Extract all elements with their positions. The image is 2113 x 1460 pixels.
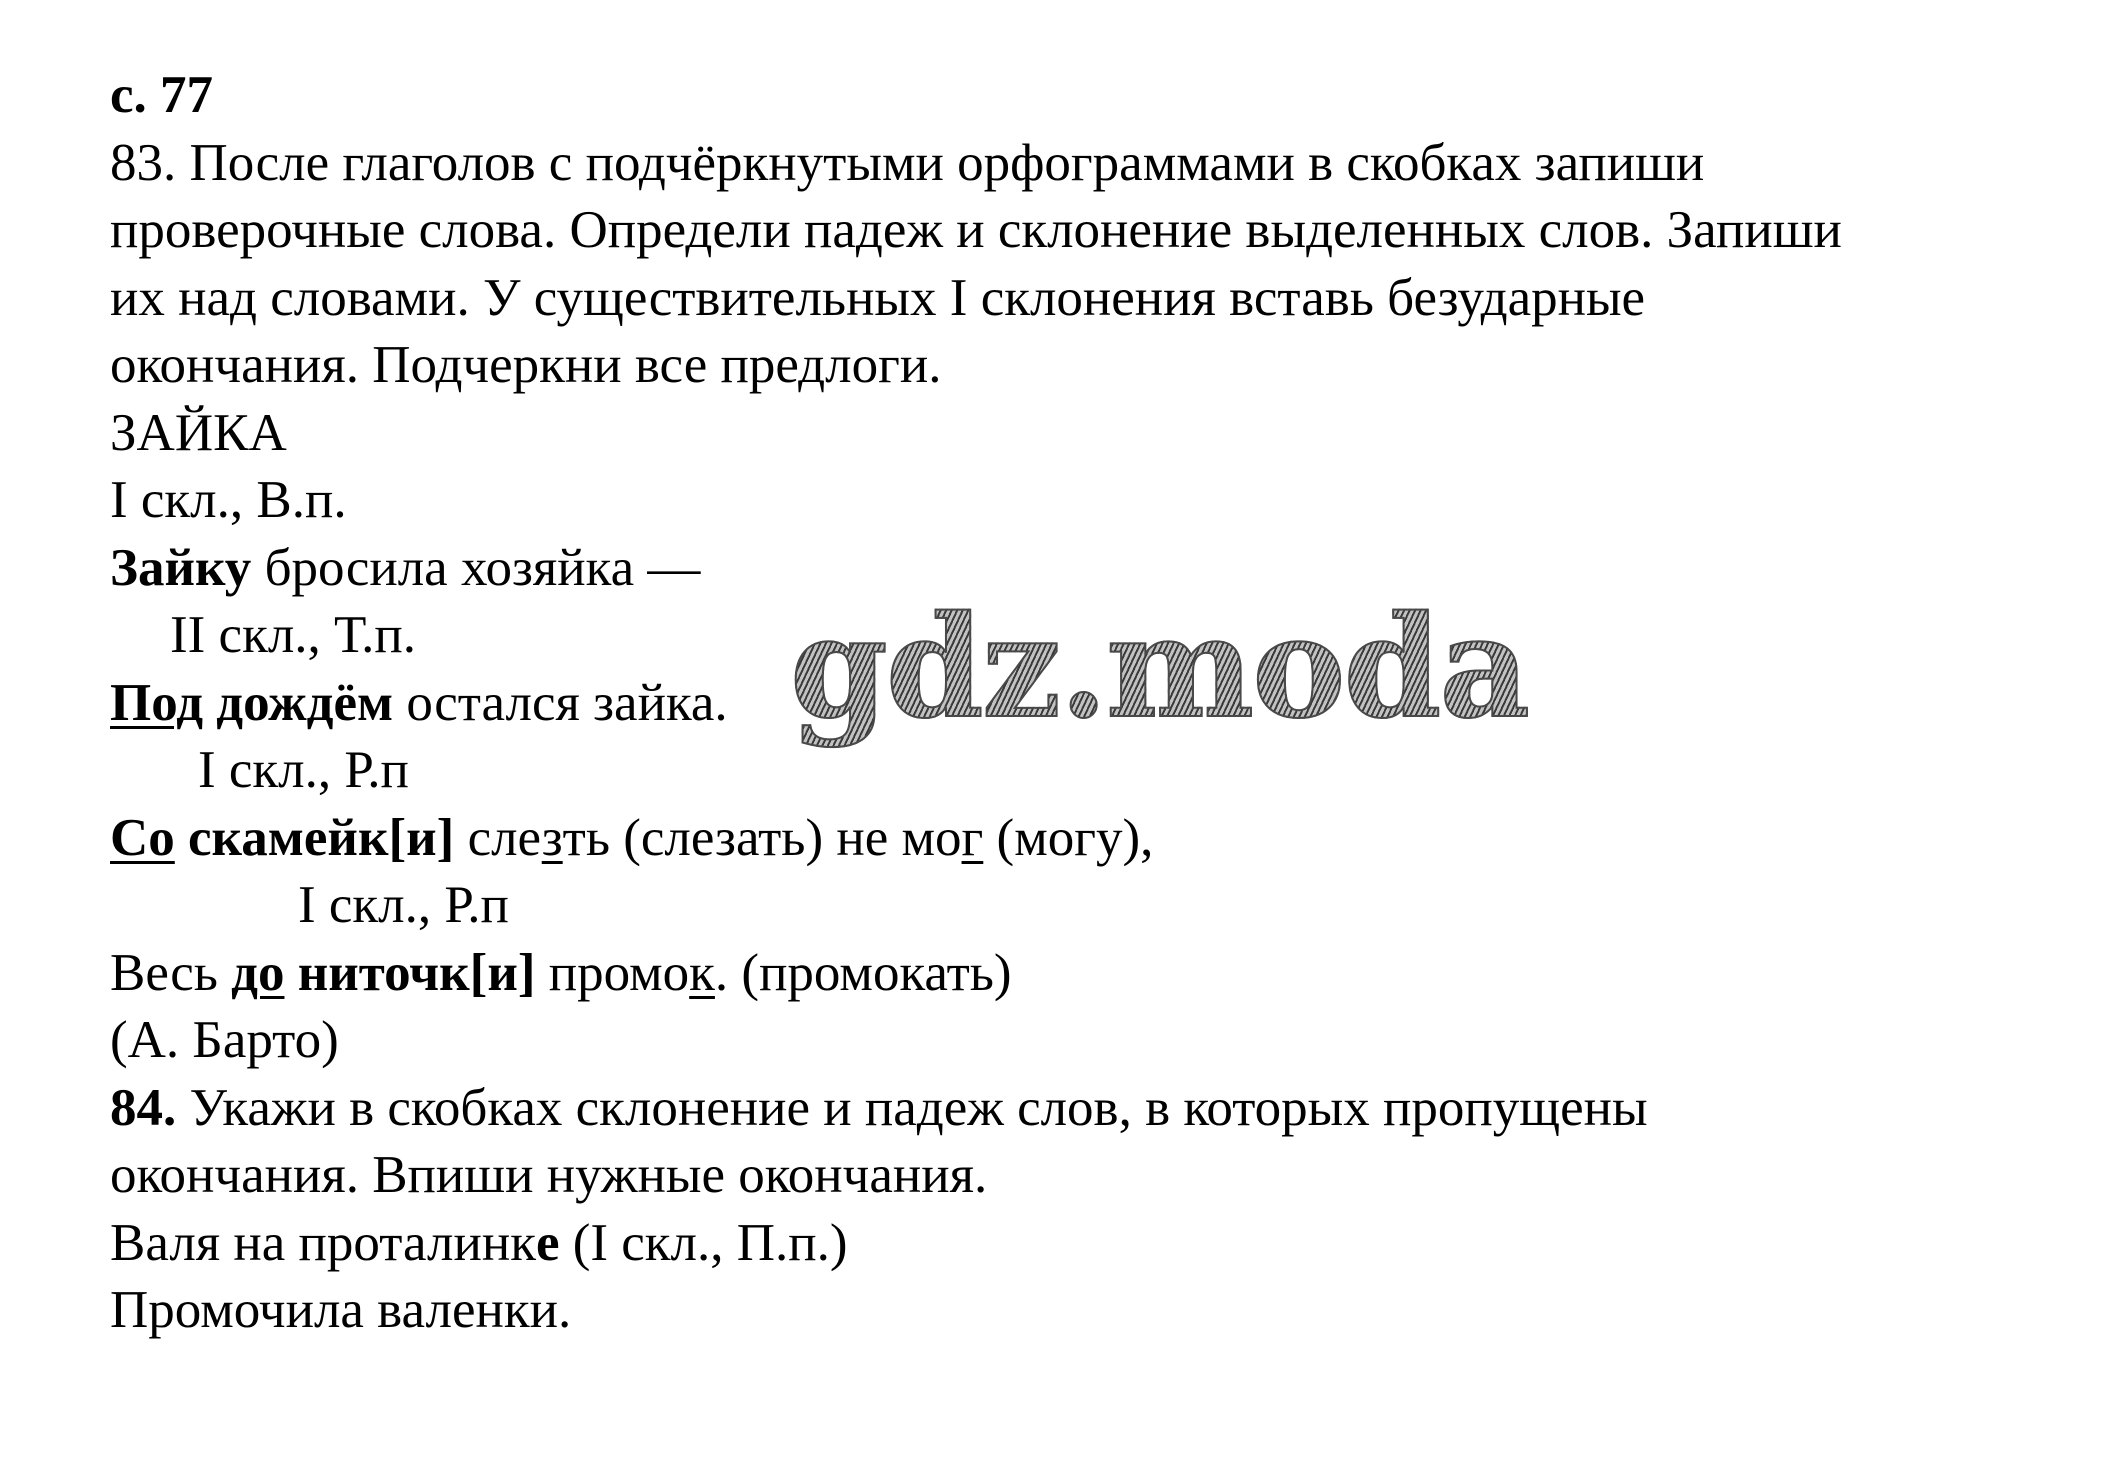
exercise-83-line-2: проверочные слова. Определи падеж и склонение выделенных слов. Запиши [110, 201, 1842, 259]
exercise-84-row-2: Промочила валенки. [110, 1281, 572, 1339]
exercise-83-line-1: 83. После глаголов с подчёркнутыми орфограммами в скобках запиши [110, 133, 1705, 192]
watermark-logo: gdz.moda [790, 586, 1529, 750]
preposition: Под [110, 673, 204, 732]
poem-title: ЗАЙКА [110, 403, 287, 462]
highlighted-word: дождём [216, 673, 394, 732]
annotation-3: I скл., Р.п [198, 741, 409, 799]
page-number: с. 77 [110, 66, 214, 124]
poem-line-3: Со скамейк[и] слезть (слезать) не мог (могу), [110, 808, 1154, 867]
poem-text: бросила хозяйка — [251, 538, 701, 597]
annotation-1: I скл., В.п. [110, 471, 347, 529]
poem-author: (А. Барто) [110, 1011, 339, 1069]
annotation-2: II скл., Т.п. [170, 606, 416, 664]
highlighted-word: Зайку [110, 538, 252, 597]
highlighted-word: ниточк[и] [297, 943, 536, 1002]
preposition: Со [110, 808, 175, 867]
underlined-letter: к [689, 943, 715, 1002]
exercise-number: 84. [110, 1078, 177, 1137]
preposition: до [231, 943, 285, 1002]
annotation-4: I скл., Р.п [298, 876, 509, 934]
exercise-84-row-1: Валя на проталинке (I скл., П.п.) [110, 1213, 848, 1272]
underlined-letter: з [541, 808, 563, 867]
inserted-ending: е [535, 1213, 560, 1272]
exercise-83-line-4: окончания. Подчеркни все предлоги. [110, 336, 942, 394]
underlined-letter: г [961, 808, 984, 867]
exercise-84-line-1: 84. Укажи в скобках склонение и падеж слов, в которых пропущены [110, 1078, 1648, 1137]
highlighted-word: скамейк[и] [188, 808, 455, 867]
poem-line-4: Весь до ниточк[и] промок. (промокать) [110, 943, 1012, 1002]
poem-text: остался зайка. [393, 673, 728, 732]
exercise-84-line-2: окончания. Впиши нужные окончания. [110, 1146, 988, 1204]
exercise-83-line-3: их над словами. У существительных I склонения вставь безударные [110, 268, 1646, 327]
